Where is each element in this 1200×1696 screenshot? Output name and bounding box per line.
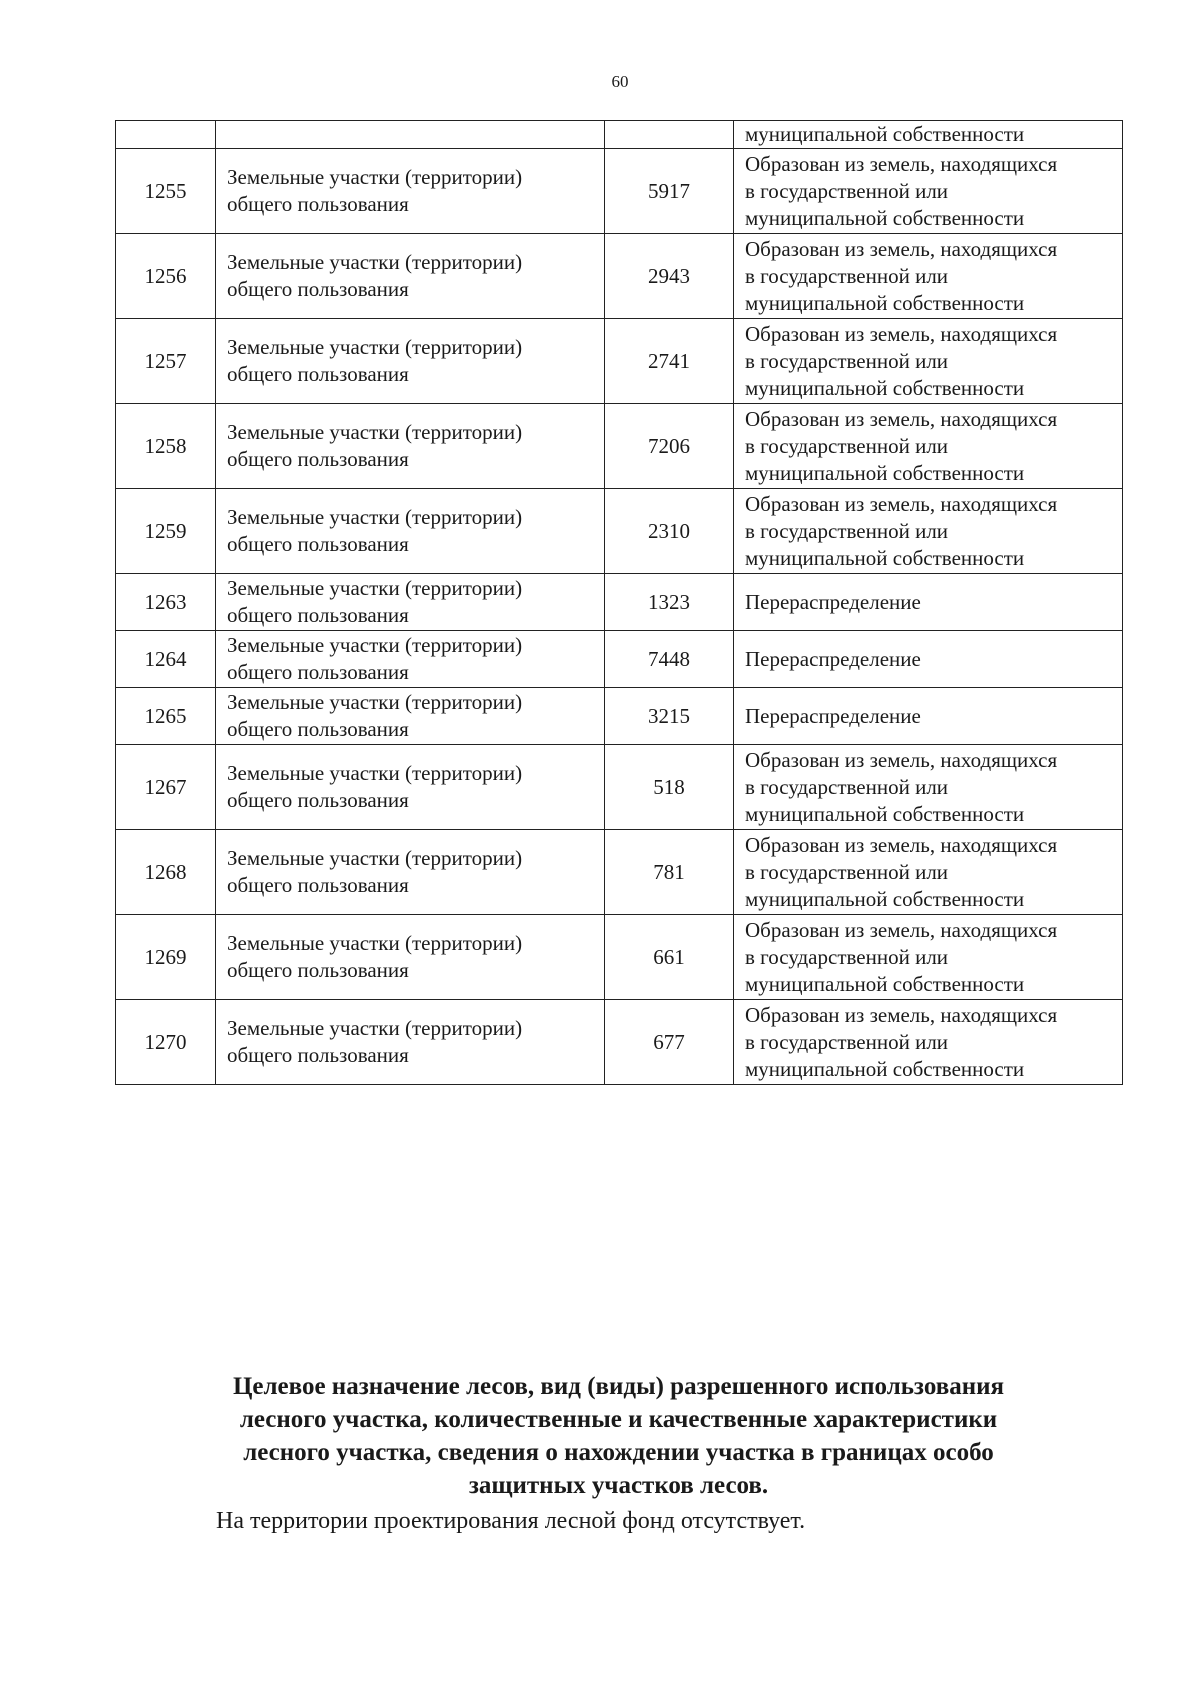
cell-area: 2943 [605, 234, 734, 319]
table-row [116, 319, 1123, 404]
cell-number: 1256 [116, 234, 216, 319]
section-body-text: На территории проектирования лесной фонд отсутствует. [216, 1508, 806, 1534]
cell-name: Земельные участки (территории) общего пользования [216, 688, 605, 745]
cell-number: 1263 [116, 574, 216, 631]
cell-area: 661 [605, 915, 734, 1000]
cell-number: 1259 [116, 489, 216, 574]
cell-name: Земельные участки (территории) общего пользования [216, 631, 605, 688]
cell-name: Земельные участки (территории) общего пользования [216, 915, 605, 1000]
cell-number: 1269 [116, 915, 216, 1000]
cell-note: Образован из земель, находящихся в государственной или муниципальной собственности [734, 1000, 1123, 1085]
cell-number: 1268 [116, 830, 216, 915]
cell-note: Образован из земель, находящихся в государственной или муниципальной собственности [734, 489, 1123, 574]
table-row [116, 574, 1123, 631]
cell-number: 1257 [116, 319, 216, 404]
cell-number: 1255 [116, 149, 216, 234]
cell-number: 1258 [116, 404, 216, 489]
table-row [116, 149, 1123, 234]
cell-area: 3215 [605, 688, 734, 745]
cell-name: Земельные участки (территории) общего пользования [216, 234, 605, 319]
cell-area: 677 [605, 1000, 734, 1085]
cell-name [216, 121, 605, 149]
cell-area [605, 121, 734, 149]
cell-name: Земельные участки (территории) общего пользования [216, 149, 605, 234]
cell-area: 518 [605, 745, 734, 830]
cell-area: 2310 [605, 489, 734, 574]
cell-note: Образован из земель, находящихся в государственной или муниципальной собственности [734, 404, 1123, 489]
land-plots-table [115, 120, 1123, 1085]
cell-number: 1265 [116, 688, 216, 745]
cell-area: 1323 [605, 574, 734, 631]
table-row [116, 404, 1123, 489]
cell-note: Образован из земель, находящихся в государственной или муниципальной собственности [734, 319, 1123, 404]
cell-note: Перераспределение [734, 688, 1123, 745]
cell-name: Земельные участки (территории) общего пользования [216, 319, 605, 404]
cell-area: 5917 [605, 149, 734, 234]
table-row [116, 745, 1123, 830]
table-row [116, 688, 1123, 745]
cell-number [116, 121, 216, 149]
cell-area: 7206 [605, 404, 734, 489]
cell-number: 1267 [116, 745, 216, 830]
table-row-continuation [116, 121, 1123, 149]
table-row [116, 234, 1123, 319]
table-row [116, 915, 1123, 1000]
page-number: 60 [611, 72, 629, 91]
cell-note: Образован из земель, находящихся в государственной или муниципальной собственности [734, 234, 1123, 319]
cell-area: 2741 [605, 319, 734, 404]
cell-name: Земельные участки (территории) общего пользования [216, 404, 605, 489]
cell-area: 781 [605, 830, 734, 915]
cell-name: Земельные участки (территории) общего пользования [216, 830, 605, 915]
cell-note: Перераспределение [734, 574, 1123, 631]
section-heading: Целевое назначение лесов, вид (виды) разрешенного использования лесного участка, количественные и качественные характеристики лесного участка, сведения о нахождении участка в границах особо защитных участков лесов. [232, 1373, 1005, 1499]
cell-note: Образован из земель, находящихся в государственной или муниципальной собственности [734, 915, 1123, 1000]
table-row [116, 489, 1123, 574]
cell-name: Земельные участки (территории) общего пользования [216, 574, 605, 631]
cell-name: Земельные участки (территории) общего пользования [216, 1000, 605, 1085]
cell-note: Образован из земель, находящихся в государственной или муниципальной собственности [734, 149, 1123, 234]
table-row [116, 1000, 1123, 1085]
cell-note: Образован из земель, находящихся в государственной или муниципальной собственности [734, 745, 1123, 830]
table-body [116, 121, 1123, 1085]
table-row [116, 631, 1123, 688]
cell-note: муниципальной собственности [734, 121, 1123, 149]
cell-number: 1264 [116, 631, 216, 688]
cell-name: Земельные участки (территории) общего пользования [216, 745, 605, 830]
cell-name: Земельные участки (территории) общего пользования [216, 489, 605, 574]
cell-area: 7448 [605, 631, 734, 688]
cell-number: 1270 [116, 1000, 216, 1085]
table-row [116, 830, 1123, 915]
cell-note: Образован из земель, находящихся в государственной или муниципальной собственности [734, 830, 1123, 915]
cell-note: Перераспределение [734, 631, 1123, 688]
